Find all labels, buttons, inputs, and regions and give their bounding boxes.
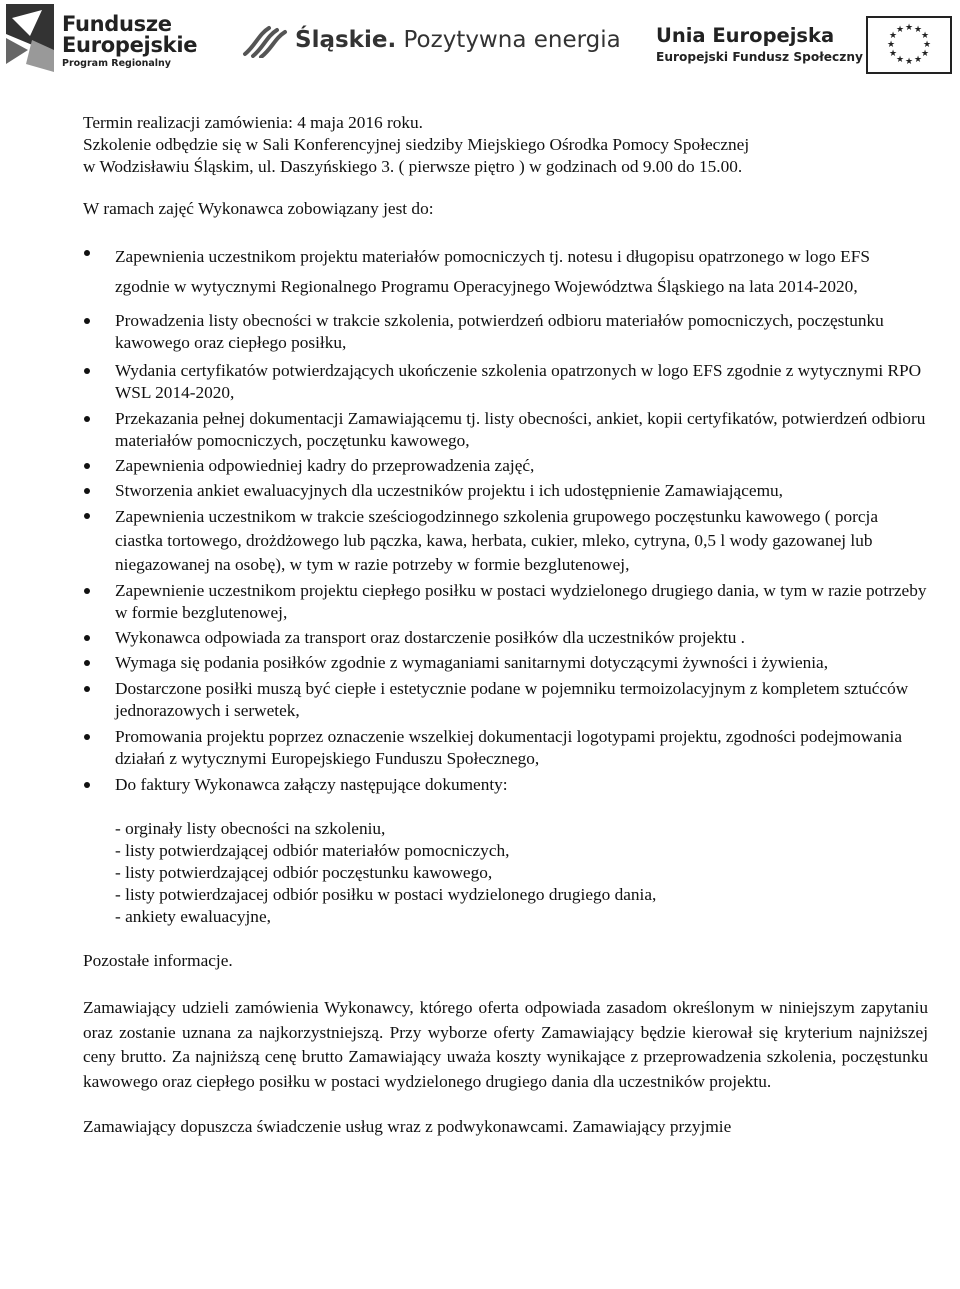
svg-text:★: ★ (895, 55, 905, 65)
list-item: Przekazania pełnej dokumentacji Zamawiającemu tj. listy obecności, ankiet, kopii certyfikatów, potwierdzeń odbioru materiałów pomocniczych, poczętunku kawowego, (83, 408, 928, 452)
venue-line-1: Szkolenie odbędzie się w Sali Konferencyjnej siedziby Miejskiego Ośrodka Pomocy Społecznej (83, 135, 750, 154)
svg-text:★: ★ (913, 55, 923, 65)
deadline-line: Termin realizacji zamówienia: 4 maja 2016 roku. (83, 113, 423, 132)
list-item: - listy potwierdzającej odbiór poczęstunku kawowego, (115, 863, 493, 882)
ue-logo-line1: Unia Europejska (656, 24, 835, 47)
list-item: Do faktury Wykonawca załączy następujące dokumenty: (83, 774, 928, 796)
svg-text:★: ★ (904, 57, 914, 67)
subcontractors-paragraph: Zamawiający dopuszcza świadczenie usług wraz z podwykonawcami. Zamawiający przyjmie (83, 1117, 732, 1136)
fe-logo-line1: Fundusze (62, 12, 172, 36)
unia-europejska-wordmark (656, 25, 863, 65)
list-item: Prowadzenia listy obecności w trakcie szkolenia, potwierdzeń odbioru materiałów pomocniczych, poczęstunku kawowego oraz ciepłego posiłku, (83, 310, 928, 354)
obligations-list (83, 242, 928, 796)
svg-text:★: ★ (888, 31, 898, 41)
svg-text:★: ★ (920, 49, 930, 59)
svg-text:★: ★ (886, 40, 896, 50)
invoice-documents-list (115, 818, 928, 928)
fundusze-europejskie-logo-icon (6, 4, 58, 72)
svg-text:★: ★ (920, 31, 930, 41)
list-item: - listy potwierdzającej odbiór materiałów pomocniczych, (115, 841, 510, 860)
list-item: Promowania projektu poprzez oznaczenie wszelkiej dokumentacji logotypami projektu, zgodności podejmowania działań z wytycznymi Europejskiego Funduszu Społecznego, (83, 726, 928, 770)
slaskie-wordmark (295, 27, 621, 53)
ue-logo-line2: Europejski Fundusz Społeczny (656, 50, 863, 64)
fe-logo-line3: Program Regionalny (62, 58, 172, 69)
logo-header (0, 0, 960, 85)
fundusze-europejskie-wordmark (62, 14, 197, 71)
venue-line-2: w Wodzisławiu Śląskim, ul. Daszyńskiego 3. ( pierwsze piętro ) w godzinach od 9.00 do 15.00. (83, 157, 743, 176)
list-item: Zapewnienie uczestnikom projektu ciepłego posiłku w postaci wydzielonego drugiego dania, w tym w razie potrzeby w formie bezglutenowej, (83, 580, 928, 624)
document-body (83, 112, 928, 1138)
obligations-heading: W ramach zajęć Wykonawca zobowiązany jest do: (83, 199, 434, 218)
award-paragraph: Zamawiający udzieli zamówienia Wykonawcy, którego oferta odpowiada zasadom określonym w niniejszym zapytaniu oraz zostanie uznana za najkorzystniejszą. Przy wyborze oferty Zamawiający będzie kierował się kryterium najniższej ceny brutto. Za najniższą cenę brutto Zamawiający uważa koszty wynikające z przeprowadzenia szkolenia, poczęstunku kawowego oraz ciepłego posiłku w postaci wydzielonego drugiego dania dla uczestników projektu. (83, 998, 928, 1091)
svg-text:★: ★ (904, 23, 914, 33)
list-item: Zapewnienia odpowiedniej kadry do przeprowadzenia zajęć, (83, 455, 928, 477)
svg-text:★: ★ (922, 40, 932, 50)
svg-text:★: ★ (895, 25, 905, 35)
list-item: Dostarczone posiłki muszą być ciepłe i estetycznie podane w pojemniku termoizolacyjnym z kompletem sztućców jednorazowych i serwetek, (83, 678, 928, 722)
eu-flag-icon (866, 16, 952, 74)
list-item: - listy potwierdzajacej odbiór posiłku w postaci wydzielonego drugiego dania, (115, 885, 657, 904)
list-item: Wydania certyfikatów potwierdzających ukończenie szkolenia opatrzonych w logo EFS zgodnie z wytycznymi RPO WSL 2014-2020, (83, 360, 928, 404)
list-item: Zapewnienia uczestnikom projektu materiałów pomocniczych tj. notesu i długopisu opatrzonego w logo EFS zgodnie w wytycznymi Regionalnego Programu Operacyjnego Województwa Śląskiego na lata 2014-2020, (83, 242, 928, 302)
list-item: Wykonawca odpowiada za transport oraz dostarczenie posiłków dla uczestników projektu . (83, 627, 928, 649)
list-item: - ankiety ewaluacyjne, (115, 907, 271, 926)
slaskie-brand: Śląskie. (295, 27, 397, 53)
list-item: - orginały listy obecności na szkoleniu, (115, 819, 386, 838)
svg-text:★: ★ (888, 49, 898, 59)
svg-text:★: ★ (913, 25, 923, 35)
other-info-heading: Pozostałe informacje. (83, 951, 233, 970)
slaskie-slogan: Pozytywna energia (403, 27, 621, 53)
list-item: Stworzenia ankiet ewaluacyjnych dla uczestników projektu i ich udostępnienie Zamawiającemu, (83, 480, 928, 502)
list-item: Wymaga się podania posiłków zgodnie z wymaganiami sanitarnymi dotyczącymi żywności i żywienia, (83, 652, 928, 674)
list-item: Zapewnienia uczestnikom w trakcie sześciogodzinnego szkolenia grupowego poczęstunku kawowego ( porcja ciastka tortowego, drożdżowego lub pączka, kawa, herbata, cukier, mleko, cytryna, 0,5 l wody gazowanej lub niegazowanej na osobę), w tym w razie potrzeby w formie bezglutenowej, (83, 505, 928, 577)
fe-logo-line2: Europejskie (62, 33, 198, 57)
slaskie-stripes-icon (241, 24, 291, 58)
